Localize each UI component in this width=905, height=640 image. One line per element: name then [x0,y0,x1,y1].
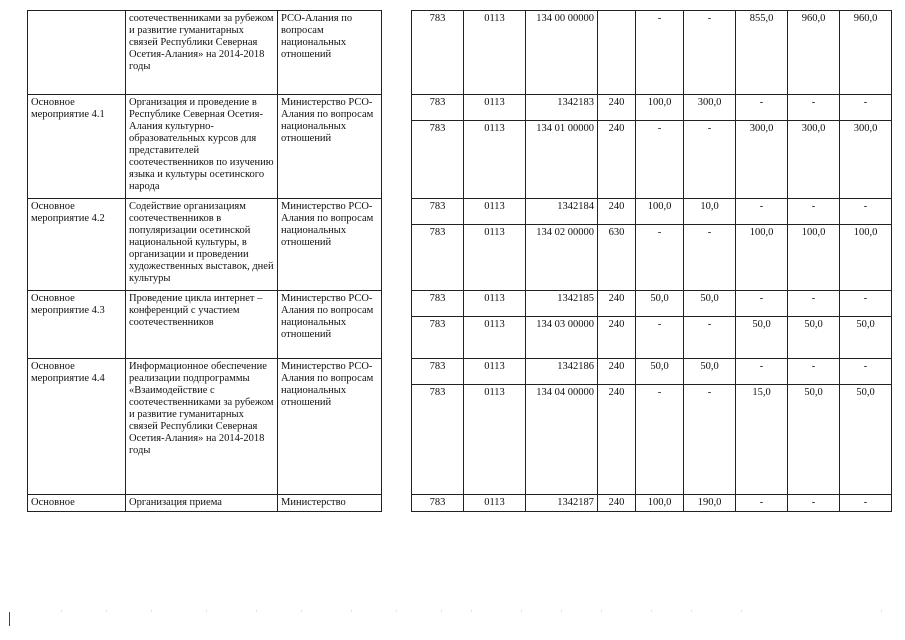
cell-y2016: 100,0 [736,225,788,291]
cell-y2018: - [840,199,892,225]
cell-vr: 240 [598,199,636,225]
cell-rzpr: 0113 [464,495,526,512]
cell-y2015: - [684,11,736,95]
scan-dot: · [150,606,153,616]
scan-artifacts [0,606,905,626]
cell-y2014: - [636,121,684,199]
cell-rzpr: 0113 [464,317,526,359]
event-cell: Основное мероприятие 4.3 [28,291,126,359]
cell-y2018: - [840,291,892,317]
cell-rzpr: 0113 [464,359,526,385]
cell-vr: 240 [598,317,636,359]
cell-y2016: - [736,199,788,225]
column-gap [382,495,412,512]
executor-cell: Министерство [278,495,382,512]
table-body [28,11,892,512]
cell-y2017: - [788,199,840,225]
table-row [28,359,892,385]
cell-y2018: 50,0 [840,385,892,495]
cell-y2014: - [636,225,684,291]
cell-grbs: 783 [412,495,464,512]
event-cell: Основное мероприятие 4.1 [28,95,126,199]
scan-dot: · [440,606,443,616]
cell-y2016: 300,0 [736,121,788,199]
cell-y2016: - [736,95,788,121]
cell-y2017: 50,0 [788,317,840,359]
column-gap [382,11,412,95]
scan-dot: · [520,606,523,616]
cell-y2018: - [840,495,892,512]
cell-grbs: 783 [412,359,464,385]
cell-rzpr: 0113 [464,385,526,495]
cell-y2016: - [736,495,788,512]
cell-rzpr: 0113 [464,291,526,317]
cell-y2017: 300,0 [788,121,840,199]
cell-vr: 240 [598,385,636,495]
cell-csr: 134 03 00000 [526,317,598,359]
cell-csr: 1342185 [526,291,598,317]
cell-y2016: 15,0 [736,385,788,495]
cell-y2015: - [684,121,736,199]
scan-dot: · [205,606,208,616]
cell-vr: 240 [598,291,636,317]
cell-y2016: - [736,359,788,385]
cell-grbs: 783 [412,225,464,291]
table-row [28,11,892,95]
event-cell: Основное мероприятие 4.4 [28,359,126,495]
cell-rzpr: 0113 [464,121,526,199]
cell-grbs: 783 [412,317,464,359]
cell-y2016: - [736,291,788,317]
cell-vr: 240 [598,495,636,512]
cell-rzpr: 0113 [464,11,526,95]
cell-y2015: 10,0 [684,199,736,225]
cell-y2015: - [684,225,736,291]
cell-vr: 240 [598,359,636,385]
cell-y2016: 855,0 [736,11,788,95]
cell-y2014: - [636,11,684,95]
scan-dot: · [255,606,258,616]
scan-dot: · [880,606,883,616]
cell-csr: 134 00 00000 [526,11,598,95]
cell-csr: 1342183 [526,95,598,121]
scan-dot: · [395,606,398,616]
column-gap [382,199,412,291]
cell-y2018: 50,0 [840,317,892,359]
cell-grbs: 783 [412,385,464,495]
cell-y2014: 50,0 [636,291,684,317]
cell-y2017: - [788,495,840,512]
cell-grbs: 783 [412,121,464,199]
cell-grbs: 783 [412,199,464,225]
executor-cell: Министерство РСО-Алания по вопросам национальных отношений [278,291,382,359]
scan-dot: · [470,606,473,616]
scan-edge-mark [9,612,10,626]
column-gap [382,359,412,495]
cell-y2015: 50,0 [684,359,736,385]
executor-cell: РСО-Алания по вопросам национальных отношений [278,11,382,95]
cell-y2014: - [636,317,684,359]
scan-dot: · [740,606,743,616]
cell-grbs: 783 [412,11,464,95]
cell-csr: 1342187 [526,495,598,512]
event-name-cell: Организация приема [126,495,278,512]
table-row [28,199,892,225]
scan-dot: · [350,606,353,616]
cell-y2017: 50,0 [788,385,840,495]
cell-grbs: 783 [412,291,464,317]
cell-rzpr: 0113 [464,199,526,225]
column-gap [382,291,412,359]
cell-vr: 240 [598,95,636,121]
executor-cell: Министерство РСО-Алания по вопросам национальных отношений [278,95,382,199]
cell-y2014: - [636,385,684,495]
event-name-cell: Организация и проведение в Республике Северная Осетия-Алания культурно-образовательных курсов для представителей соотечественников по изучению языка и культуры осетинского народа [126,95,278,199]
cell-y2018: - [840,359,892,385]
event-name-cell: Содействие организациям соотечественников в популяризации осетинской национальной культуры, в организации и проведении художественных выставок, дней культуры [126,199,278,291]
event-name-cell: Проведение цикла интернет – конференций с участием соотечественников [126,291,278,359]
cell-y2015: - [684,385,736,495]
cell-y2015: 190,0 [684,495,736,512]
cell-y2014: 50,0 [636,359,684,385]
cell-csr: 134 01 00000 [526,121,598,199]
cell-grbs: 783 [412,95,464,121]
scan-dot: · [300,606,303,616]
cell-rzpr: 0113 [464,225,526,291]
event-name-cell: Информационное обеспечение реализации подпрограммы «Взаимодействие с соотечественниками за рубежом и развитие гуманитарных связей Республики Северная Осетия-Алания» на 2014-2018 годы [126,359,278,495]
cell-y2018: 100,0 [840,225,892,291]
cell-y2018: - [840,95,892,121]
event-name-cell: соотечественниками за рубежом и развитие гуманитарных связей Республики Северная Осетия-Алания» на 2014-2018 годы [126,11,278,95]
column-gap [382,95,412,199]
scan-dot: · [560,606,563,616]
cell-y2016: 50,0 [736,317,788,359]
cell-y2018: 300,0 [840,121,892,199]
cell-y2014: 100,0 [636,495,684,512]
cell-y2015: 50,0 [684,291,736,317]
cell-csr: 134 04 00000 [526,385,598,495]
event-cell [28,11,126,95]
budget-table [27,10,892,512]
scan-dot: · [650,606,653,616]
table-row [28,291,892,317]
cell-y2017: - [788,95,840,121]
scan-dot: · [105,606,108,616]
cell-y2015: 300,0 [684,95,736,121]
executor-cell: Министерство РСО-Алания по вопросам национальных отношений [278,199,382,291]
cell-y2018: 960,0 [840,11,892,95]
table-row [28,95,892,121]
executor-cell: Министерство РСО-Алания по вопросам национальных отношений [278,359,382,495]
scan-dot: · [60,606,63,616]
cell-csr: 1342186 [526,359,598,385]
cell-y2017: - [788,359,840,385]
cell-y2017: 100,0 [788,225,840,291]
cell-vr: 240 [598,121,636,199]
scan-dot: · [600,606,603,616]
cell-rzpr: 0113 [464,95,526,121]
cell-y2014: 100,0 [636,95,684,121]
cell-csr: 1342184 [526,199,598,225]
cell-y2017: 960,0 [788,11,840,95]
table-row [28,495,892,512]
cell-csr: 134 02 00000 [526,225,598,291]
cell-vr: 630 [598,225,636,291]
cell-y2017: - [788,291,840,317]
scan-dot: · [690,606,693,616]
cell-y2014: 100,0 [636,199,684,225]
event-cell: Основное [28,495,126,512]
event-cell: Основное мероприятие 4.2 [28,199,126,291]
cell-y2015: - [684,317,736,359]
cell-vr [598,11,636,95]
